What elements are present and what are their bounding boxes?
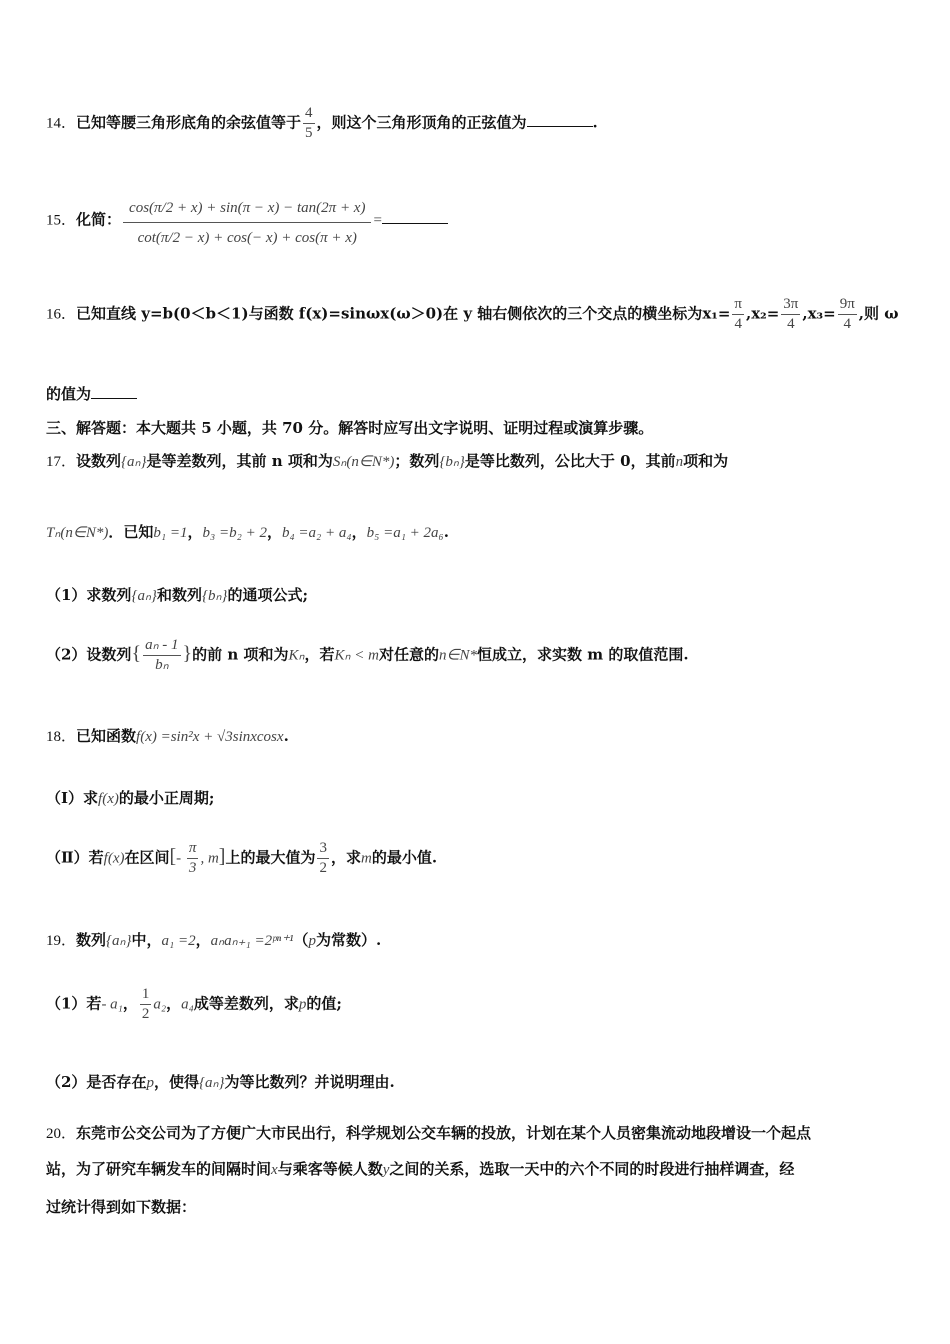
q17-part-2: （2）设数列{ $\frac{\text{aₙ - 1}}{\text{bₙ}}$ }的前 n 项和为Kₙ，若Kₙ < m对任意的n∈N*恒成立，求实数 m 的取值范围. [46,637,689,673]
q16-x2-fraction: $\frac{3\pi}{4}$ [783,296,799,332]
q20-number: 20． [46,1126,77,1142]
q16-number: 16． [46,306,77,323]
q16-x1-fraction: $\frac{\pi}{4}$ [734,296,742,332]
q15-denominator: cot(π/2 − x) + cos(− x) + cos(π + x) [137,229,357,246]
section-3-heading: 三、解答题：本大题共 5 小题，共 70 分。解答时应写出文字说明、证明过程或演算步骤。 [46,419,654,437]
q19-half-fraction: $\frac{1}{2}$ [141,986,150,1022]
q15-number: 15． [46,212,77,229]
q18-part-2: （Ⅱ）若f(x)在区间[- $\frac{\pi}{3}$ , m]上的最大值为 $\frac{3}{2}$ ，求m的最小值. [46,840,438,876]
q18-max-fraction: $\frac{3}{2}$ [319,840,327,876]
q17-line-2: Tₙ(n∈N*)．已知b₁ =1，b₃ =b₂ + 2，b₄ =a₂ + a₄，b₅ =a₁ + 2a₆. [46,523,449,541]
q19-part-1: （1）若- a₁， $\frac{1}{2}$ a₂，a₄成等差数列，求p的值; [46,986,342,1022]
q15-answer-blank[interactable] [382,209,448,224]
q17: 17．设数列{aₙ}是等差数列，其前 n 项和为Sₙ(n∈N*)；数列{bₙ}是等比数列，公比大于 0，其前n项和为 [46,452,729,470]
q15-numerator: cos(π/2 + x) + sin(π − x) − tan(2π + x) [123,193,371,223]
q16-text: 已知直线 y=b(0＜b＜1)与函数 f(x)=sinωx(ω＞0)在 y 轴右侧依次的三个交点的横坐标为 [76,304,703,323]
q18-interval-fraction: $\frac{\pi}{3}$ [188,840,197,876]
q19-part-2: （2）是否存在p，使得{aₙ}为等比数列？并说明理由. [46,1073,395,1091]
q16-x3-fraction: $\frac{9\pi}{4}$ [839,296,855,332]
q16: 16．已知直线 y=b(0＜b＜1)与函数 f(x)=sinωx(ω＞0)在 y 轴右侧依次的三个交点的横坐标为x₁= $\frac{\pi}{4}$ ,x₂= $\frac{3\pi}{4}$ ,x₃= $\frac{9\pi}{4}$ ,则 ω [46,296,899,332]
q20-line-3: 过统计得到如下数据： [46,1198,197,1216]
q15-expression [123,193,371,248]
q19-number: 19． [46,933,77,949]
q17-number: 17． [46,454,77,470]
q19: 19．数列{aₙ}中，a₁ =2，aₙaₙ₊₁ =2ᵖⁿ⁺¹（p为常数）. [46,931,382,949]
q20-line-2: 站，为了研究车辆发车的间隔时间x与乘客等候人数y之间的关系，选取一天中的六个不同的时段进行抽样调查，经 [46,1160,795,1178]
q14-number: 14． [46,115,77,132]
q14-text-2: ，则这个三角形顶角的正弦值为 [316,113,527,132]
q15-label: 化简： [76,210,122,229]
q16-answer-blank[interactable] [91,384,137,399]
q14: 14．已知等腰三角形底角的余弦值等于 $\frac{4}{5}$ ，则这个三角形顶角的正弦值为 . [46,105,598,141]
q18-part-1: （Ⅰ）求f(x)的最小正周期; [46,789,215,807]
q16-line-2: 的值为 [46,383,137,404]
q18: 18．已知函数f(x) =sin²x + √3sinxcosx. [46,727,289,745]
q14-fraction: $\frac{4}{5}$ [305,105,313,141]
q17-part-1: （1）求数列{aₙ}和数列{bₙ}的通项公式; [46,586,308,604]
q18-number: 18． [46,729,77,745]
q15: 15．化简： $\frac{\cos(\pi/2 + x) + \sin(\pi - x) - \tan(2\pi + x)}{\cot(\pi/2 - x) + \cos(- x) + \cos(\pi + x)}$ = [46,193,448,248]
q14-text-1: 已知等腰三角形底角的余弦值等于 [76,113,302,132]
q17-part-2-fraction: $\frac{\text{aₙ - 1}}{\text{bₙ}}$ [145,637,179,673]
q14-answer-blank[interactable] [527,112,593,127]
q20: 20．东莞市公交公司为了方便广大市民出行，科学规划公交车辆的投放，计划在某个人员密集流动地段增设一个起点 [46,1124,812,1142]
